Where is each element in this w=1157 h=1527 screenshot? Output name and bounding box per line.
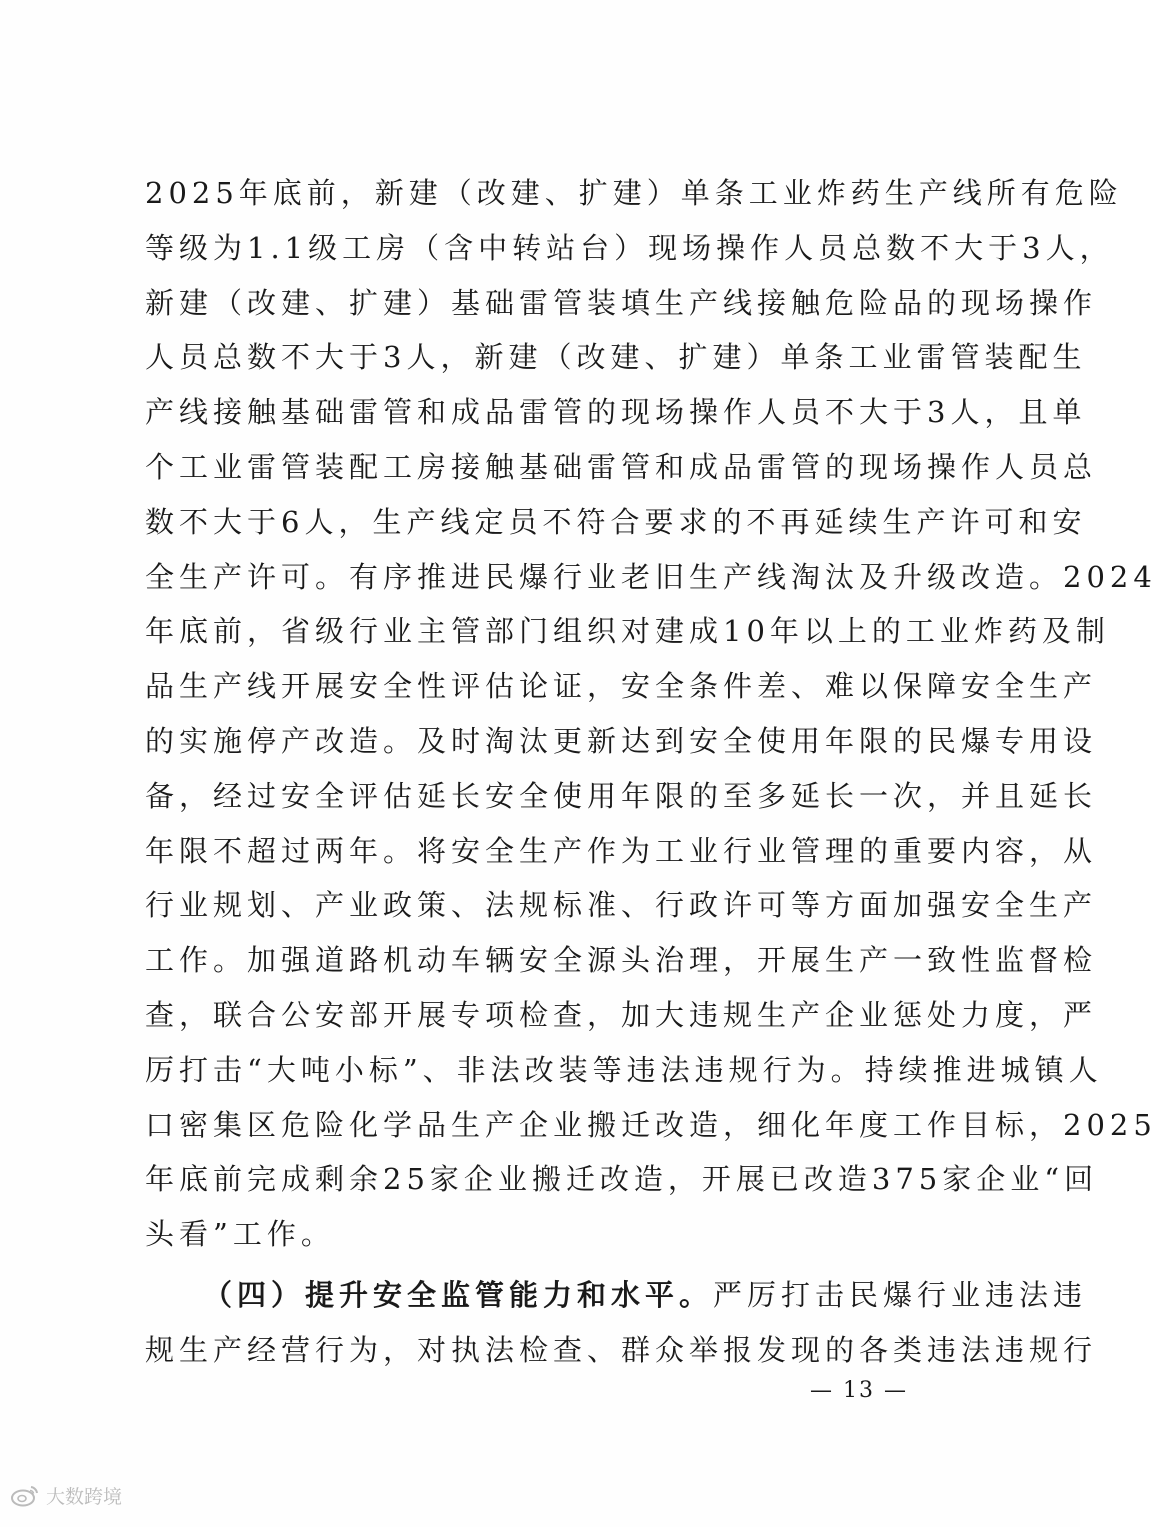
paragraph-line-17: 厉打击“大吨小标”、非法改装等违法违规行为。持续推进城镇人 xyxy=(145,1052,1103,1087)
paragraph-line-20: 头看”工作。 xyxy=(145,1217,335,1252)
weibo-logo-icon xyxy=(10,1483,40,1507)
paragraph-line-10: 品生产线开展安全性评估论证，安全条件差、难以保障安全生产 xyxy=(145,669,1098,704)
paragraph-line-15: 工作。加强道路机动车辆安全源头治理，开展生产一致性监督检 xyxy=(145,943,1098,978)
watermark xyxy=(10,1480,122,1510)
paragraph-line-9: 年底前，省级行业主管部门组织对建成10年以上的工业炸药及制 xyxy=(145,614,1110,649)
paragraph-line-3: 新建（改建、扩建）基础雷管装填生产线接触危险品的现场操作 xyxy=(145,285,1098,320)
paragraph-line-5: 产线接触基础雷管和成品雷管的现场操作人员不大于3人，且单 xyxy=(145,395,1087,430)
section-four-heading: （四）提升安全监管能力和水平。 xyxy=(203,1277,714,1312)
paragraph-line-18: 口密集区危险化学品生产企业搬迁改造，细化年度工作目标，2025 xyxy=(145,1107,1157,1142)
paragraph-line-12: 备，经过安全评估延长安全使用年限的至多延长一次，并且延长 xyxy=(145,778,1098,813)
section-four-first-line xyxy=(145,1268,1088,1323)
paragraph-line-11: 的实施停产改造。及时淘汰更新达到安全使用年限的民爆专用设 xyxy=(145,723,1098,758)
paragraph-line-14: 行业规划、产业政策、法规标准、行政许可等方面加强安全生产 xyxy=(145,888,1098,923)
section-four-text: 严厉打击民爆行业违法违 xyxy=(713,1277,1088,1312)
paragraph-line-19: 年底前完成剩余25家企业搬迁改造，开展已改造375家企业“回 xyxy=(145,1162,1099,1197)
paragraph-line-6: 个工业雷管装配工房接触基础雷管和成品雷管的现场操作人员总 xyxy=(145,449,1098,484)
page-number: — 13 — xyxy=(810,1378,908,1403)
paragraph-line-7: 数不大于6人，生产线定员不符合要求的不再延续生产许可和安 xyxy=(145,504,1087,539)
paragraph-line-1: 2025年底前，新建（改建、扩建）单条工业炸药生产线所有危险 xyxy=(145,176,1123,210)
paragraph-line-16: 查，联合公安部开展专项检查，加大违规生产企业惩处力度，严 xyxy=(145,997,1098,1032)
section-four-second-line: 规生产经营行为，对执法检查、群众举报发现的各类违法违规行 xyxy=(145,1332,1098,1367)
paragraph-line-13: 年限不超过两年。将安全生产作为工业行业管理的重要内容，从 xyxy=(145,833,1098,868)
body-text xyxy=(145,166,1157,1378)
paragraph-line-4: 人员总数不大于3人，新建（改建、扩建）单条工业雷管装配生 xyxy=(145,340,1087,375)
paragraph-line-8: 全生产许可。有序推进民爆行业老旧生产线淘汰及升级改造。2024 xyxy=(145,559,1157,594)
watermark-text: 大数跨境 xyxy=(46,1485,123,1508)
paragraph-line-2: 等级为1.1级工房（含中转站台）现场操作人员总数不大于3人， xyxy=(145,230,1114,265)
